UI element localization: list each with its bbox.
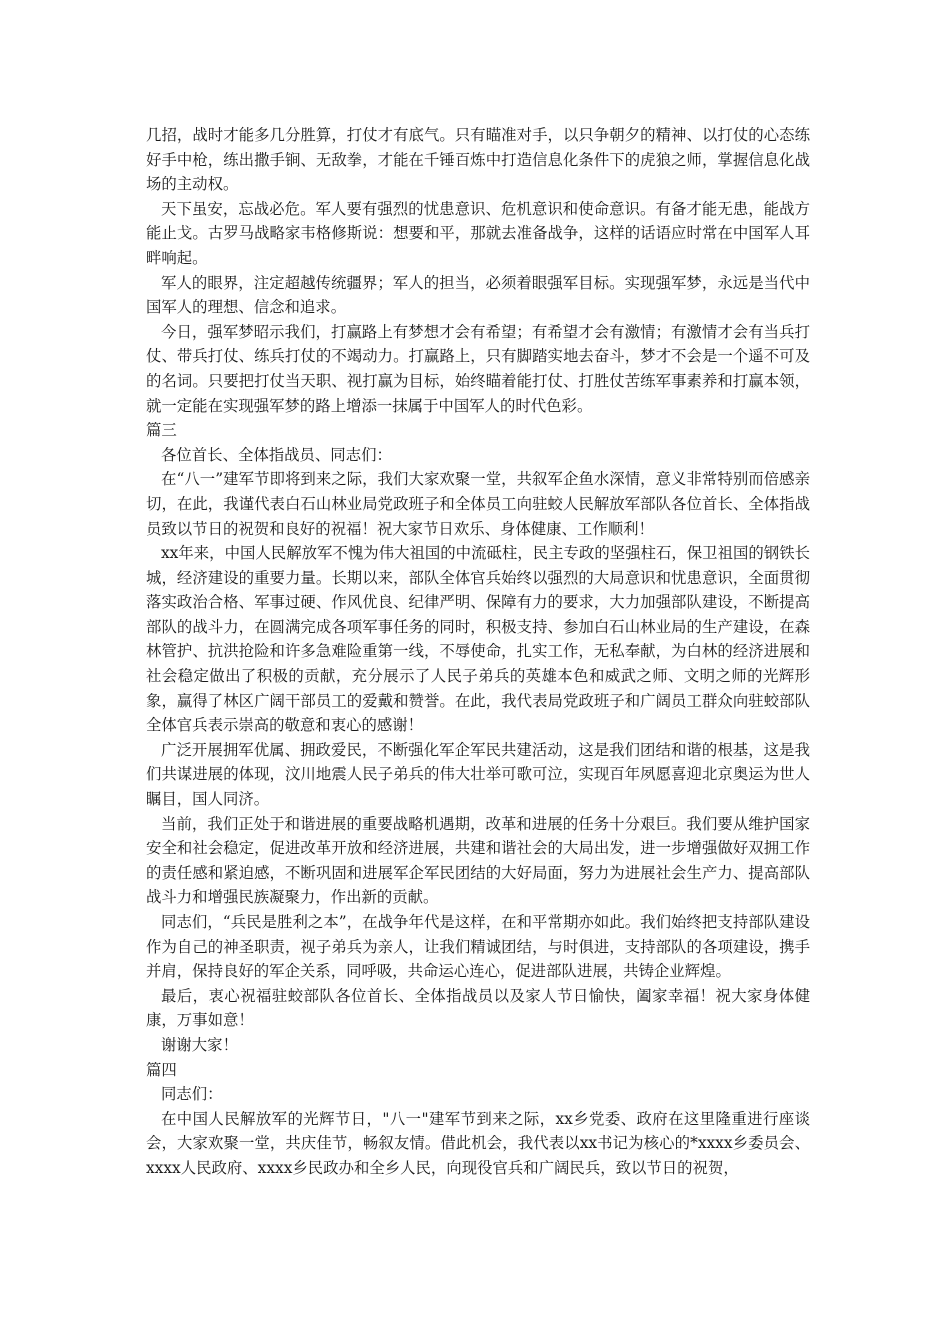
document-page [146, 123, 810, 1181]
salutation: 同志们： [161, 1085, 223, 1104]
paragraph: 今日，强军梦昭示我们，打赢路上有梦想才会有希望；有希望才会有激情；有激情才会有当兵打仗、带兵打仗、练兵打仗的不竭动力。打赢路上，只有脚踏实地去奋斗，梦才不会是一个遥不可及的名词。只要把打仗当天职、视打赢为目标，始终瞄着能打仗、打胜仗苦练军事素养和打赢本领，就一定能在实现强军梦的路上增添一抹属于中国军人的时代色彩。 [146, 322, 810, 415]
paragraph: 在“八一”建军节即将到来之际，我们大家欢聚一堂，共叙军企鱼水深情，意义非常特别而倍感亲切，在此，我谨代表白石山林业局党政班子和全体员工向驻蛟人民解放军部队各位首长、全体指战员致以节日的祝贺和良好的祝福！祝大家节日欢乐、身体健康、工作顺利！ [146, 470, 810, 538]
paragraph: 天下虽安，忘战必危。军人要有强烈的忧患意识、危机意识和使命意识。有备才能无患，能战方能止戈。古罗马战略家韦格修斯说：想要和平，那就去准备战争，这样的话语应时常在中国军人耳畔响起。 [146, 199, 810, 267]
section-heading: 篇三 [146, 421, 177, 440]
paragraph: 军人的眼界，注定超越传统疆界；军人的担当，必须着眼强军目标。实现强军梦，永远是当代中国军人的理想、信念和追求。 [146, 273, 810, 317]
closing-line: 谢谢大家！ [161, 1035, 238, 1054]
section-heading: 篇四 [146, 1060, 177, 1079]
paragraph: 广泛开展拥军优属、拥政爱民，不断强化军企军民共建活动，这是我们团结和谐的根基，这是我们共谋进展的体现，汶川地震人民子弟兵的伟大壮举可歌可泣，实现百年夙愿喜迎北京奥运为世人瞩目，国人同济。 [146, 740, 810, 809]
paragraph: 当前，我们正处于和谐进展的重要战略机遇期，改革和进展的任务十分艰巨。我们要从维护国家安全和社会稳定，促进改革开放和经济进展，共建和谐社会的大局出发，进一步增强做好双拥工作的责任感和紧迫感，不断巩固和进展军企军民团结的大好局面，努力为进展社会生产力、提高部队战斗力和增强民族凝聚力，作出新的贡献。 [146, 814, 810, 907]
paragraph: 几招，战时才能多几分胜算，打仗才有底气。只有瞄准对手，以只争朝夕的精神、以打仗的心态练好手中枪，练出撒手锏、无敌拳，才能在千锤百炼中打造信息化条件下的虎狼之师，掌握信息化战场的主动权。 [146, 126, 810, 194]
salutation: 各位首长、全体指战员、同志们： [161, 445, 392, 464]
paragraph: 最后，衷心祝福驻蛟部队各位首长、全体指战员以及家人节日愉快，阖家幸福！祝大家身体健康，万事如意！ [146, 986, 810, 1030]
paragraph: 同志们，“兵民是胜利之本”，在战争年代是这样，在和平常期亦如此。我们始终把支持部队建设作为自己的神圣职责，视子弟兵为亲人，让我们精诚团结，与时俱进，支持部队的各项建设，携手并肩，保持良好的军企关系，同呼吸，共命运心连心，促进部队进展，共铸企业辉煌。 [146, 913, 810, 981]
paragraph: xx年来，中国人民解放军不愧为伟大祖国的中流砥柱，民主专政的坚强柱石，保卫祖国的钢铁长城，经济建设的重要力量。长期以来，部队全体官兵始终以强烈的大局意识和忧患意识，全面贯彻落实政治合格、军事过硬、作风优良、纪律严明、保障有力的要求，大力加强部队建设，不断提高部队的战斗力，在圆满完成各项军事任务的同时，积极支持、参加白石山林业局的生产建设，在森林管护、抗洪抢险和许多急难险重第一线，不辱使命，扎实工作，无私奉献，为白林的经济进展和社会稳定做出了积极的贡献，充分展示了人民子弟兵的英雄本色和威武之师、文明之师的光辉形象，赢得了林区广阔干部员工的爱戴和赞誉。在此，我代表局党政班子和广阔员工群众向驻蛟部队全体官兵表示崇高的敬意和衷心的感谢！ [146, 544, 810, 735]
paragraph: 在中国人民解放军的光辉节日，"八一"建军节到来之际，xx乡党委、政府在这里隆重进行座谈会，大家欢聚一堂，共庆佳节，畅叙友情。借此机会，我代表以xx书记为核心的*xxxx乡委员会、xxxx人民政府、xxxx乡民政办和全乡人民，向现役官兵和广阔民兵，致以节日的祝贺， [146, 1109, 810, 1177]
